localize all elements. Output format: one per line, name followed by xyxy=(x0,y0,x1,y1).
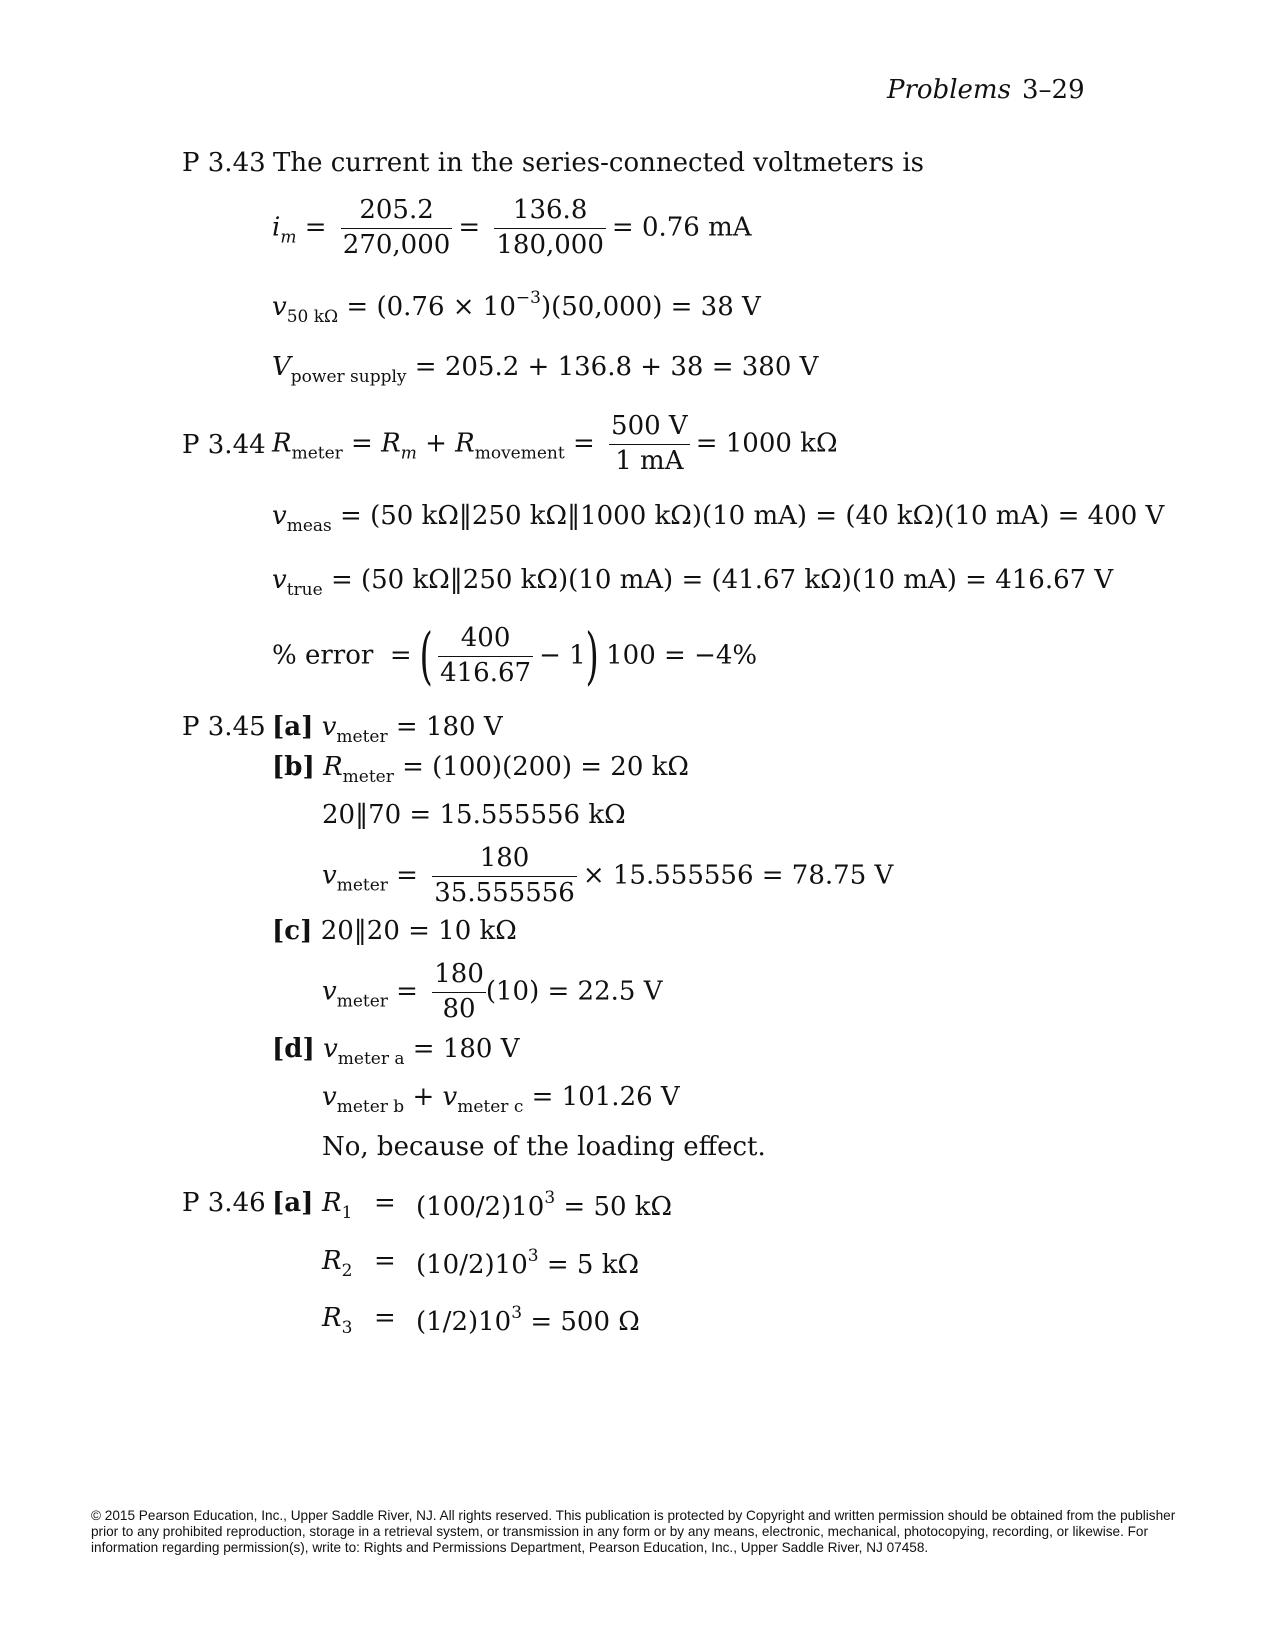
copyright-footer: © 2015 Pearson Education, Inc., Upper Saddle River, NJ. All rights reserved. This publication is protected by Copyright and written permission should be obtained from the publisher prior to any prohibited reproduction, storage in a retrieval system, or transmission in any form or by any means, electronic, mechanical, photocopying, recording, or likewise. For information regarding permission(s), write to: Rights and Permissions Department, Pearson Education, Inc., Upper Saddle River, NJ 07458. xyxy=(91,1508,1176,1555)
fraction-im-1: $\frac{205.2}{270,000}$ xyxy=(342,195,451,260)
equation-r3-lhs: $R_3$ xyxy=(322,1303,353,1338)
equals-r2: = xyxy=(374,1246,396,1276)
equation-r3-rhs: $(1/2)10^3 = 500$ Ω xyxy=(416,1303,640,1337)
equation-im: $i_m$ = $\frac{205.2}{270,000}$ = $\frac{136.8}{180,000}$ = 0.76 mA xyxy=(272,195,752,260)
part-a-3-45: [a] $v_{meter} = 180$ V xyxy=(272,712,503,747)
part-c-3-45: [c] 20‖20 = 10 kΩ xyxy=(272,916,517,946)
equation-percent-error: % error = ( $\frac{400}{416.67}$ − 1) 100 = −4% xyxy=(272,619,758,693)
problem-number-3-46: P 3.46 xyxy=(182,1188,266,1218)
page-number: 3–29 xyxy=(1022,75,1085,105)
equation-rmeter: $R_{meter} = R_m + R_{movement}$ = $\frac{500 V}{1 mA}$ = 1000 kΩ xyxy=(272,411,838,476)
part-d-3-45: [d] $v_{meter a} = 180$ V xyxy=(272,1034,520,1069)
equation-vmeter-sum: $v_{meter b} + v_{meter c} = 101.26$ V xyxy=(322,1082,680,1117)
problem-3-43-intro: The current in the series-connected voltmeters is xyxy=(273,148,924,178)
equation-r2-rhs: $(10/2)10^3 = 5$ kΩ xyxy=(416,1246,640,1280)
part-a-3-46: [a] xyxy=(272,1188,314,1218)
problem-number-3-44: P 3.44 xyxy=(182,430,266,460)
equation-v50: $v_{50 k\Omega} = (0.76 \times 10^{-3})(50,000) = 38$ V xyxy=(272,288,761,327)
equation-r1-lhs: $R_1$ xyxy=(322,1188,353,1223)
equals-r1: = xyxy=(374,1188,396,1218)
equals-r3: = xyxy=(374,1303,396,1333)
fraction-error: $\frac{400}{416.67}$ xyxy=(440,623,532,688)
fraction-im-2: $\frac{136.8}{180,000}$ xyxy=(496,195,604,260)
equation-r2-lhs: $R_2$ xyxy=(322,1246,353,1281)
equation-vmeter-c: $v_{meter}$ = $\frac{180}{80}$ (10) = 22.5 V xyxy=(322,959,663,1024)
running-header-section: Problems xyxy=(887,75,1011,105)
equation-vpower: $V_{power supply} = 205.2 + 136.8 + 38 = 380$ V xyxy=(272,352,819,387)
fraction-vmeter-c: $\frac{180}{80}$ xyxy=(434,959,484,1024)
problem-number-3-45: P 3.45 xyxy=(182,712,266,742)
problem-number-3-43: P 3.43 xyxy=(182,148,266,178)
equation-vmeter-b: $v_{meter}$ = $\frac{180}{35.555556}$ × 15.555556 = 78.75 V xyxy=(322,843,894,908)
fraction-vmeter-b: $\frac{180}{35.555556}$ xyxy=(434,843,575,908)
part-b-3-45: [b] $R_{meter} = (100)(200) = 20$ kΩ xyxy=(272,752,689,787)
fraction-rmeter: $\frac{500 V}{1 mA}$ xyxy=(611,411,688,476)
loading-effect-answer: No, because of the loading effect. xyxy=(322,1132,766,1162)
equation-vmeas: $v_{meas} = (50$ kΩ‖250 kΩ‖1000 kΩ)(10 mA) = (40 kΩ)(10 mA) = 400 V xyxy=(272,501,1165,536)
equation-r1-rhs: $(100/2)10^3 = 50$ kΩ xyxy=(416,1188,673,1222)
equation-parallel-20-70: 20‖70 = 15.555556 kΩ xyxy=(322,800,626,830)
equation-vtrue: $v_{true} = (50$ kΩ‖250 kΩ)(10 mA) = (41.67 kΩ)(10 mA) = 416.67 V xyxy=(272,565,1114,600)
